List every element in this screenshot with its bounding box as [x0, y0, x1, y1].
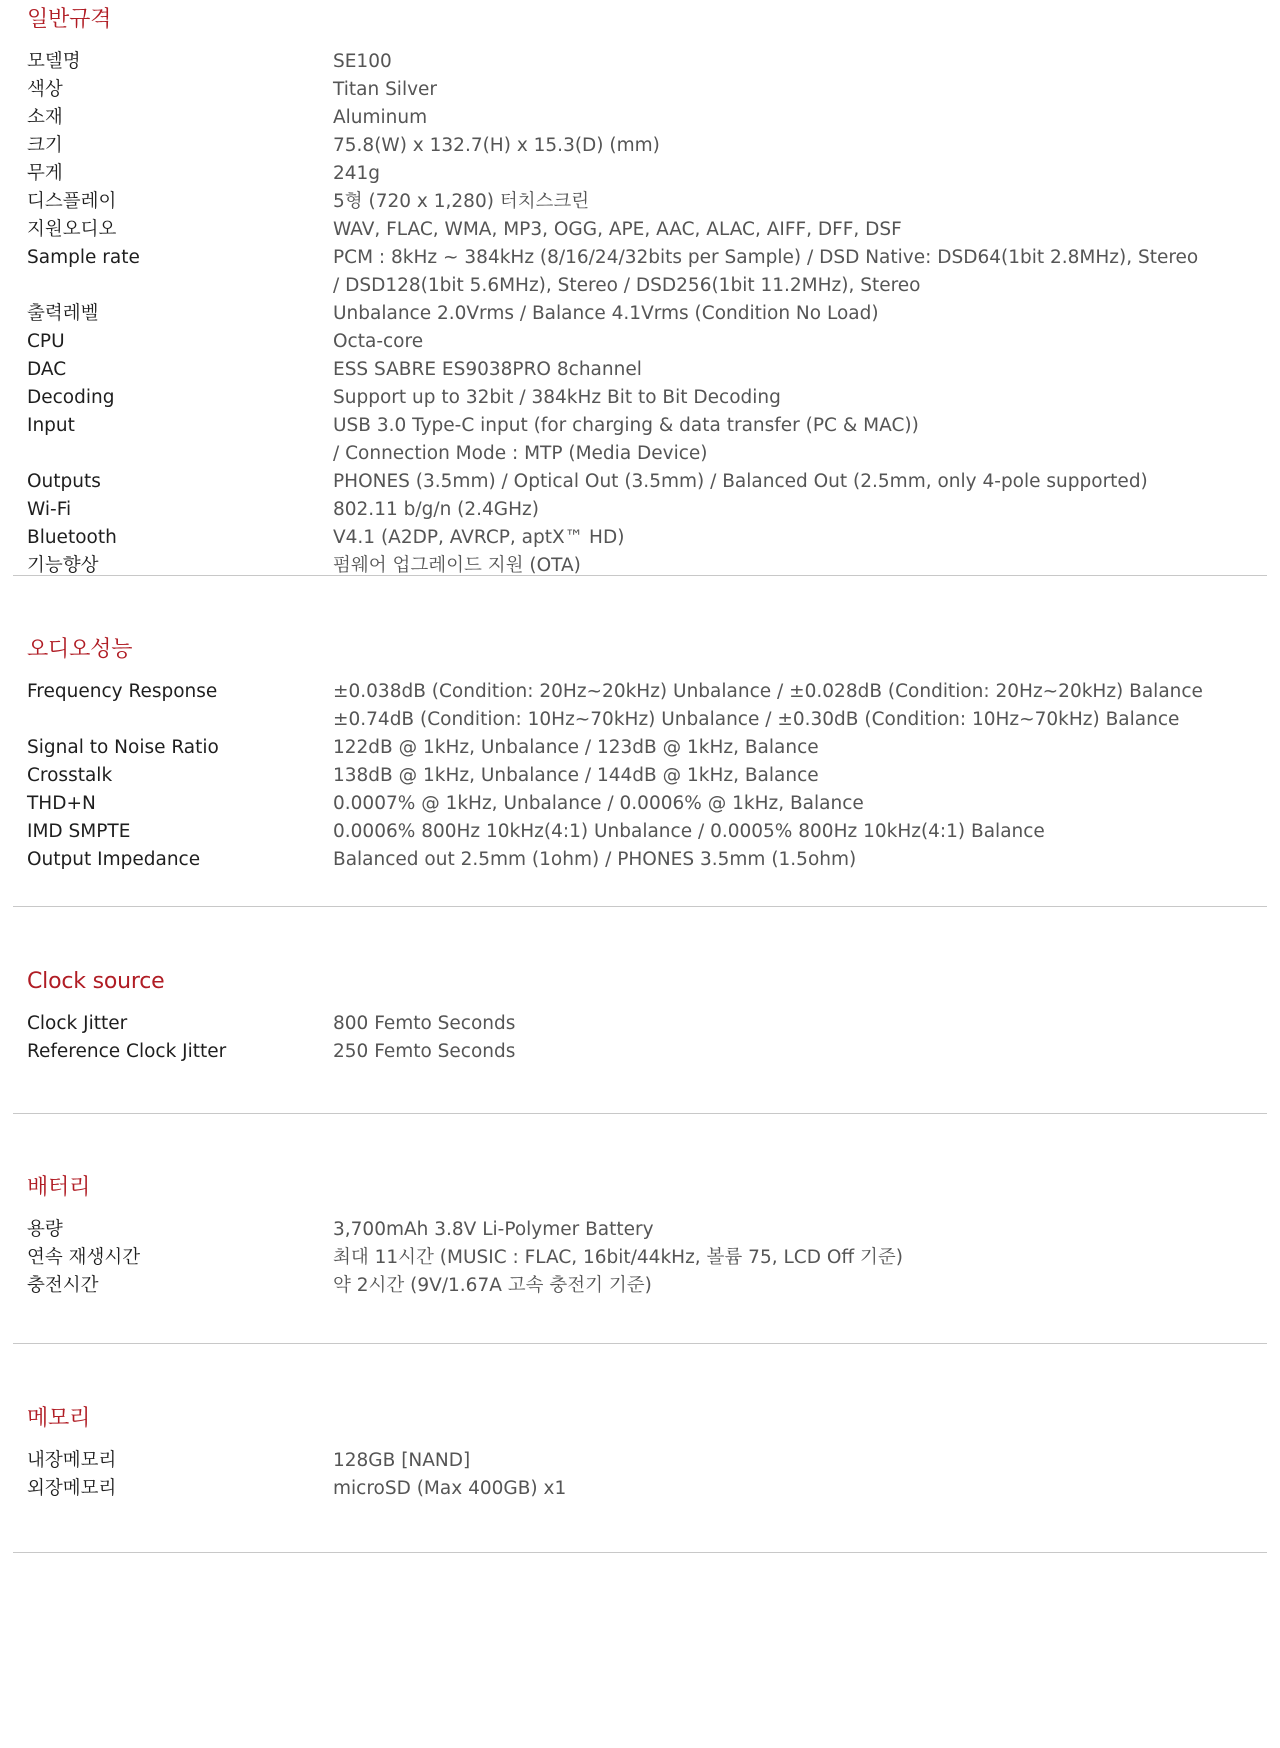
- spec-value-line: ±0.038dB (Condition: 20Hz~20kHz) Unbalance / ±0.028dB (Condition: 20Hz~20kHz) Balance: [333, 681, 1203, 702]
- spec-value: [333, 1038, 1213, 1066]
- spec-label: Reference Clock Jitter: [27, 1041, 227, 1062]
- spec-row: [0, 328, 1280, 356]
- section-title: 오디오성능: [27, 637, 133, 662]
- spec-value: [333, 818, 1213, 846]
- spec-value: [333, 132, 1213, 160]
- spec-value-line: 최대 11시간 (MUSIC : FLAC, 16bit/44kHz, 볼륨 75, LCD Off 기준): [333, 1247, 903, 1268]
- spec-value-line: WAV, FLAC, WMA, MP3, OGG, APE, AAC, ALAC, AIFF, DFF, DSF: [333, 219, 902, 240]
- spec-row: [0, 1475, 1280, 1503]
- spec-row: [0, 678, 1280, 734]
- spec-label: 외장메모리: [27, 1478, 117, 1499]
- spec-value: [333, 76, 1213, 104]
- spec-row: [0, 524, 1280, 552]
- spec-value: [333, 762, 1213, 790]
- spec-value-line: V4.1 (A2DP, AVRCP, aptX™ HD): [333, 527, 625, 548]
- spec-value-line: ±0.74dB (Condition: 10Hz~70kHz) Unbalance / ±0.30dB (Condition: 10Hz~70kHz) Balance: [333, 709, 1180, 730]
- spec-row: [0, 300, 1280, 328]
- spec-value: [333, 1475, 1213, 1503]
- spec-value-line: 138dB @ 1kHz, Unbalance / 144dB @ 1kHz, Balance: [333, 765, 819, 786]
- spec-label: DAC: [27, 359, 67, 380]
- spec-value-line: 128GB [NAND]: [333, 1450, 471, 1471]
- spec-row: [0, 1216, 1280, 1244]
- spec-value-line: 약 2시간 (9V/1.67A 고속 충전기 기준): [333, 1275, 652, 1296]
- spec-value: [333, 790, 1213, 818]
- spec-label: Clock Jitter: [27, 1013, 128, 1034]
- spec-value-line: 펌웨어 업그레이드 지원 (OTA): [333, 555, 581, 576]
- spec-label: 지원오디오: [27, 219, 117, 240]
- spec-label: 충전시간: [27, 1275, 99, 1296]
- spec-label: Crosstalk: [27, 765, 113, 786]
- spec-row: [0, 132, 1280, 160]
- spec-value: [333, 1447, 1213, 1475]
- spec-value: [333, 846, 1213, 874]
- spec-value-line: Unbalance 2.0Vrms / Balance 4.1Vrms (Condition No Load): [333, 303, 879, 324]
- section-divider: [13, 1113, 1267, 1114]
- spec-row: [0, 818, 1280, 846]
- spec-value-line: SE100: [333, 51, 392, 72]
- spec-row: [0, 412, 1280, 468]
- spec-value: [333, 216, 1213, 244]
- spec-label: Wi-Fi: [27, 499, 72, 520]
- spec-label: Bluetooth: [27, 527, 117, 548]
- spec-label: 소재: [27, 107, 63, 128]
- spec-value: [333, 300, 1213, 328]
- spec-value: [333, 524, 1213, 552]
- spec-label: 크기: [27, 135, 63, 156]
- spec-label: 출력레벨: [27, 303, 99, 324]
- spec-value: [333, 734, 1213, 762]
- spec-value-line: 0.0006% 800Hz 10kHz(4:1) Unbalance / 0.0005% 800Hz 10kHz(4:1) Balance: [333, 821, 1045, 842]
- section-title: Clock source: [27, 969, 165, 994]
- spec-label: 무게: [27, 163, 63, 184]
- spec-row: [0, 216, 1280, 244]
- spec-rows: [0, 1216, 1280, 1300]
- spec-row: [0, 790, 1280, 818]
- spec-value-line: / DSD128(1bit 5.6MHz), Stereo / DSD256(1bit 11.2MHz), Stereo: [333, 275, 921, 296]
- spec-value-line: / Connection Mode : MTP (Media Device): [333, 443, 708, 464]
- spec-value: [333, 160, 1213, 188]
- spec-row: [0, 734, 1280, 762]
- section-divider: [13, 1343, 1267, 1344]
- spec-row: [0, 356, 1280, 384]
- spec-row: [0, 1447, 1280, 1475]
- spec-value: [333, 468, 1213, 496]
- spec-value: [333, 188, 1213, 216]
- spec-rows: [0, 1010, 1280, 1066]
- spec-value: [333, 1010, 1213, 1038]
- spec-label: Outputs: [27, 471, 101, 492]
- spec-value-line: Octa-core: [333, 331, 424, 352]
- spec-rows: [0, 48, 1280, 580]
- spec-value-line: 75.8(W) x 132.7(H) x 15.3(D) (mm): [333, 135, 660, 156]
- spec-value-line: 3,700mAh 3.8V Li-Polymer Battery: [333, 1219, 654, 1240]
- spec-value-line: ESS SABRE ES9038PRO 8channel: [333, 359, 642, 380]
- spec-value-line: PHONES (3.5mm) / Optical Out (3.5mm) / Balanced Out (2.5mm, only 4-pole supported): [333, 471, 1148, 492]
- spec-row: [0, 1244, 1280, 1272]
- spec-label: Frequency Response: [27, 681, 218, 702]
- spec-label: Sample rate: [27, 247, 140, 268]
- section-title: 일반규격: [27, 7, 112, 32]
- spec-row: [0, 104, 1280, 132]
- spec-label: 기능향상: [27, 555, 99, 576]
- spec-value: [333, 48, 1213, 76]
- spec-label: Signal to Noise Ratio: [27, 737, 219, 758]
- spec-value-line: PCM : 8kHz ~ 384kHz (8/16/24/32bits per Sample) / DSD Native: DSD64(1bit 2.8MHz), Stereo: [333, 247, 1199, 268]
- spec-value-line: USB 3.0 Type-C input (for charging & data transfer (PC & MAC)): [333, 415, 919, 436]
- spec-label: 모델명: [27, 51, 81, 72]
- spec-value-line: 800 Femto Seconds: [333, 1013, 516, 1034]
- spec-row: [0, 188, 1280, 216]
- spec-row: [0, 384, 1280, 412]
- spec-row: [0, 160, 1280, 188]
- spec-row: [0, 468, 1280, 496]
- spec-label: 디스플레이: [27, 191, 117, 212]
- spec-value-line: microSD (Max 400GB) x1: [333, 1478, 567, 1499]
- spec-value-line: 122dB @ 1kHz, Unbalance / 123dB @ 1kHz, Balance: [333, 737, 819, 758]
- spec-value: [333, 678, 1213, 734]
- spec-label: Input: [27, 415, 75, 436]
- spec-row: [0, 48, 1280, 76]
- spec-value-line: 802.11 b/g/n (2.4GHz): [333, 499, 539, 520]
- spec-value-line: 241g: [333, 163, 381, 184]
- spec-value: [333, 1272, 1213, 1300]
- spec-label: 용량: [27, 1219, 63, 1240]
- spec-row: [0, 762, 1280, 790]
- spec-value-line: Balanced out 2.5mm (1ohm) / PHONES 3.5mm (1.5ohm): [333, 849, 857, 870]
- section-title: 배터리: [27, 1175, 91, 1200]
- spec-row: [0, 76, 1280, 104]
- section-divider: [13, 1552, 1267, 1553]
- spec-row: [0, 496, 1280, 524]
- spec-label: THD+N: [27, 793, 96, 814]
- spec-rows: [0, 1447, 1280, 1503]
- spec-label: IMD SMPTE: [27, 821, 131, 842]
- spec-value-line: 250 Femto Seconds: [333, 1041, 516, 1062]
- spec-value: [333, 384, 1213, 412]
- spec-row: [0, 1272, 1280, 1300]
- spec-row: [0, 1038, 1280, 1066]
- spec-row: [0, 244, 1280, 300]
- spec-value-line: Aluminum: [333, 107, 428, 128]
- spec-label: 연속 재생시간: [27, 1247, 141, 1268]
- spec-rows: [0, 678, 1280, 874]
- spec-label: Decoding: [27, 387, 115, 408]
- spec-value: [333, 1244, 1213, 1272]
- spec-value: [333, 356, 1213, 384]
- section-title: 메모리: [27, 1406, 91, 1431]
- spec-row: [0, 1010, 1280, 1038]
- spec-label: Output Impedance: [27, 849, 201, 870]
- spec-value: [333, 104, 1213, 132]
- spec-label: 색상: [27, 79, 63, 100]
- spec-value-line: Titan Silver: [333, 79, 438, 100]
- spec-value-line: Support up to 32bit / 384kHz Bit to Bit Decoding: [333, 387, 781, 408]
- spec-value-line: 0.0007% @ 1kHz, Unbalance / 0.0006% @ 1kHz, Balance: [333, 793, 864, 814]
- section-divider: [13, 575, 1267, 576]
- spec-label: CPU: [27, 331, 65, 352]
- spec-value: [333, 496, 1213, 524]
- spec-value: [333, 412, 1213, 468]
- spec-value-line: 5형 (720 x 1,280) 터치스크린: [333, 191, 590, 212]
- spec-value: [333, 244, 1213, 300]
- spec-value: [333, 1216, 1213, 1244]
- section-divider: [13, 906, 1267, 907]
- spec-row: [0, 846, 1280, 874]
- spec-value: [333, 328, 1213, 356]
- spec-label: 내장메모리: [27, 1450, 117, 1471]
